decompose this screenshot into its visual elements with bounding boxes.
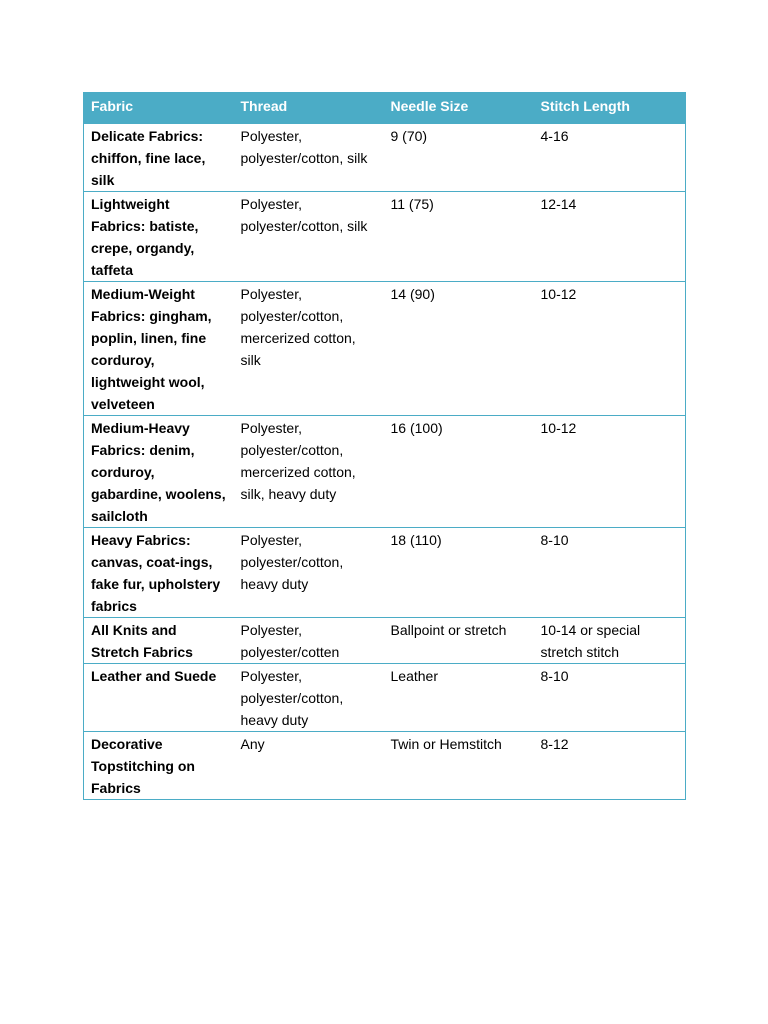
cell-needle-size: Leather — [384, 664, 534, 732]
table-row — [84, 124, 686, 192]
cell-needle-size: 14 (90) — [384, 282, 534, 416]
cell-fabric: Delicate Fabrics: chiffon, fine lace, silk — [84, 124, 234, 192]
table-body — [84, 124, 686, 800]
header-stitch-length: Stitch Length — [534, 93, 686, 124]
cell-thread: Polyester, polyester/cotton, mercerized cotton, silk — [234, 282, 384, 416]
table-row — [84, 416, 686, 528]
cell-stitch-length: 10-12 — [534, 416, 686, 528]
cell-stitch-length: 4-16 — [534, 124, 686, 192]
cell-needle-size: 11 (75) — [384, 192, 534, 282]
cell-fabric: Lightweight Fabrics: batiste, crepe, organdy, taffeta — [84, 192, 234, 282]
table-row — [84, 282, 686, 416]
table-row — [84, 732, 686, 800]
cell-fabric: Leather and Suede — [84, 664, 234, 732]
cell-thread: Polyester, polyester/cotton, mercerized cotton, silk, heavy duty — [234, 416, 384, 528]
table-row — [84, 192, 686, 282]
cell-thread: Polyester, polyester/cotton, silk — [234, 124, 384, 192]
header-fabric: Fabric — [84, 93, 234, 124]
cell-stitch-length: 12-14 — [534, 192, 686, 282]
table-row — [84, 664, 686, 732]
cell-fabric: Decorative Topstitching on Fabrics — [84, 732, 234, 800]
cell-needle-size: Ballpoint or stretch — [384, 618, 534, 664]
cell-thread: Polyester, polyester/cotten — [234, 618, 384, 664]
header-row — [84, 93, 686, 124]
cell-fabric: Heavy Fabrics: canvas, coat-ings, fake fur, upholstery fabrics — [84, 528, 234, 618]
cell-stitch-length: 8-12 — [534, 732, 686, 800]
cell-fabric: Medium-Heavy Fabrics: denim, corduroy, gabardine, woolens, sailcloth — [84, 416, 234, 528]
cell-thread: Polyester, polyester/cotton, heavy duty — [234, 664, 384, 732]
cell-needle-size: 18 (110) — [384, 528, 534, 618]
table-header — [84, 93, 686, 124]
header-needle-size: Needle Size — [384, 93, 534, 124]
cell-thread: Polyester, polyester/cotton, heavy duty — [234, 528, 384, 618]
cell-needle-size: 9 (70) — [384, 124, 534, 192]
cell-thread: Any — [234, 732, 384, 800]
cell-needle-size: 16 (100) — [384, 416, 534, 528]
fabric-thread-needle-table — [83, 92, 686, 800]
table-row — [84, 618, 686, 664]
cell-fabric: All Knits and Stretch Fabrics — [84, 618, 234, 664]
header-thread: Thread — [234, 93, 384, 124]
cell-stitch-length: 8-10 — [534, 528, 686, 618]
cell-needle-size: Twin or Hemstitch — [384, 732, 534, 800]
cell-stitch-length: 8-10 — [534, 664, 686, 732]
table-row — [84, 528, 686, 618]
cell-stitch-length: 10-14 or special stretch stitch — [534, 618, 686, 664]
cell-fabric: Medium-Weight Fabrics: gingham, poplin, linen, fine corduroy, lightweight wool, velveteen — [84, 282, 234, 416]
cell-stitch-length: 10-12 — [534, 282, 686, 416]
cell-thread: Polyester, polyester/cotton, silk — [234, 192, 384, 282]
